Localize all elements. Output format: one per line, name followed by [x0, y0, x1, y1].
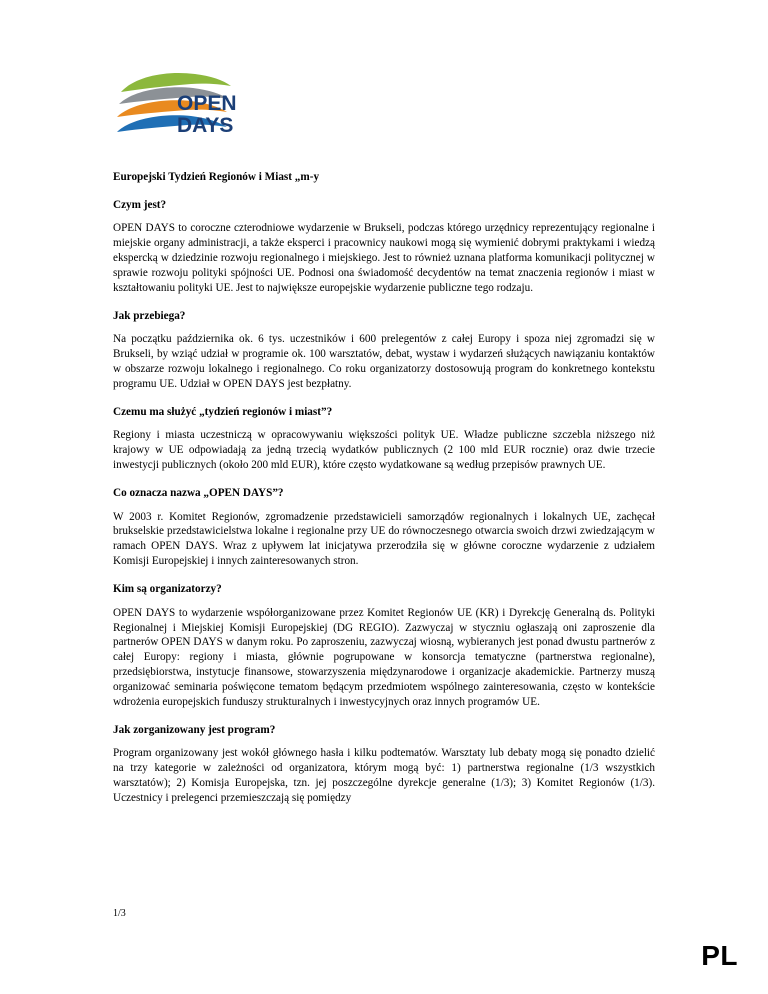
section-heading-co-oznacza-nazwa: Co oznacza nazwa „OPEN DAYS”? [113, 486, 284, 499]
section-paragraph: Regiony i miasta uczestniczą w opracowywaniu większości polityk UE. Władze publiczne szczebla niższego niż krajowy w UE odpowiadają za jedną trzecią wydatków publicznych (2 100 mld EUR rocznie) oraz dwie trzecie inwestycji publicznych (około 200 mld EUR), które często wydatkowane są według przepisów prawnych UE. [113, 429, 655, 472]
page-number: 1/3 [113, 908, 126, 919]
section-paragraph: Na początku października ok. 6 tys. uczestników i 600 prelegentów z całej Europy i spoza niej zgromadzi się w Brukseli, by wziąć udział w programie ok. 100 warsztatów, debat, wystaw i wydarzeń służących nawiązaniu kontaktów w obszarze rozwoju lokalnego i regionalnego. Co roku organizatorzy dostosowują program do konkretnego kontekstu programu UE. Udział w OPEN DAYS jest bezpłatny. [113, 333, 655, 390]
section-heading-jak-przebiega: Jak przebiega? [113, 309, 186, 322]
section-paragraph: OPEN DAYS to wydarzenie współorganizowane przez Komitet Regionów UE (KR) i Dyrekcję Generalną ds. Polityki Regionalnej i Miejskiej Komisji Europejskiej (DG REGIO). Zazwyczaj w styczniu ogłaszają oni zaproszenie dla partnerów OPEN DAYS w danym roku. Po zaproszeniu, zazwyczaj wiosną, wybieranych jest ponad dwustu partnerów z całej Europy: regiony i miasta, głównie pogrupowane w konsorcja tematyczne (partnerstwa regionalne), przedsiębiorstwa, instytucje finansowe, stowarzyszenia międzynarodowe i organizacje akademickie. Partnerzy muszą organizować seminaria poświęcone tematom będącym przedmiotem wspólnego zainteresowania, często w kontekście wdrożenia europejskich funduszy strukturalnych i inwestycyjnych oraz innych programów UE. [113, 606, 655, 708]
open-days-logo [113, 62, 263, 147]
section-paragraph: W 2003 r. Komitet Regionów, zgromadzenie przedstawicieli samorządów regionalnych i lokalnych UE, zachęcał brukselskie przedstawicielstwa lokalne i regionalne przy UE do równoczesnego otwarcia swoich drzwi zwiedzającym w ramach OPEN DAYS. Wraz z upływem lat inicjatywa przerodziła się w główne coroczne wydarzenie z udziałem Komisji Europejskiej i innych zainteresowanych stron. [113, 510, 655, 568]
section-heading-czemu-ma-sluzyc: Czemu ma służyć „tydzień regionów i miast”? [113, 405, 333, 418]
section-heading-jak-zorganizowany-jest-program: Jak zorganizowany jest program? [113, 723, 276, 736]
logo-text-days: DAYS [177, 114, 234, 137]
open-days-logo-svg [113, 62, 263, 147]
page-title: Europejski Tydzień Regionów i Miast „m-y [113, 171, 320, 183]
section-heading-czym-jest: Czym jest? [113, 198, 167, 211]
section-paragraph: OPEN DAYS to coroczne czterodniowe wydarzenie w Brukseli, podczas którego urzędnicy reprezentujący regionalne i miejskie organy administracji, a także eksperci i pracownicy naukowi mogą się wymienić dobrymi praktykami i wiedzą ekspercką w dziedzinie rozwoju regionalnego i miejskiego. Jest to również uznana platforma komunikacji politycznej w sprawie rozwoju polityki spójności UE. Podnosi ona świadomość decydentów na temat znaczenia regionów i miast w kształtowaniu polityki UE. Jest to największe europejskie wydarzenie publiczne tego rodzaju. [113, 222, 655, 294]
section-heading-kim-sa-organizatorzy: Kim są organizatorzy? [113, 583, 222, 596]
section-paragraph: Program organizowany jest wokół głównego hasła i kilku podtematów. Warsztaty lub debaty mogą się ponadto dzielić na trzy kategorie w zależności od organizatora, którym mogą być: 1) partnerstwa regionalne (1/3 wszystkich warsztatów); 2) Komisja Europejska, tzn. jej poszczególne dyrekcje generalne (1/3); 3) Komitet Regionów (1/3). Uczestnicy i prelegenci przemieszczają się pomiędzy [113, 747, 655, 805]
document-body [113, 170, 655, 806]
logo-text-open: OPEN [177, 92, 237, 115]
language-badge: PL [701, 940, 738, 971]
